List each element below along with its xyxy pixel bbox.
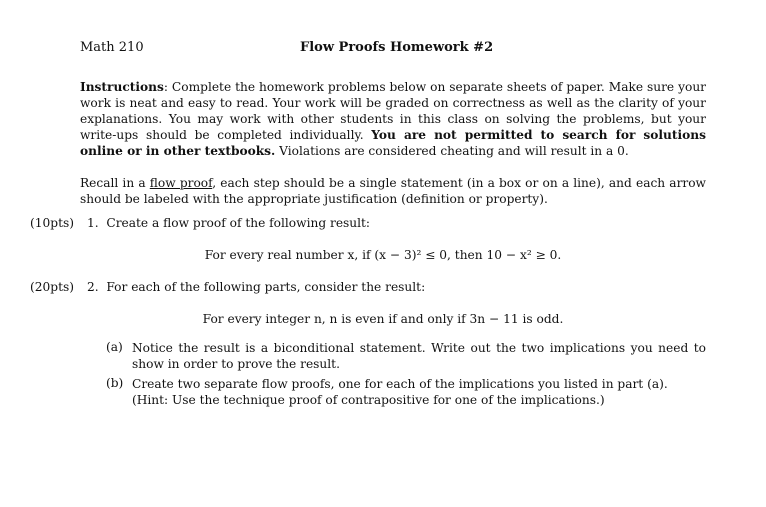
part-b-text: Create two separate flow proofs, one for each of the implications you listed in part (a). — [132, 377, 668, 391]
problem-1-number: 1. — [87, 216, 99, 230]
problem-1 — [87, 216, 370, 230]
instructions-warning: You are not permitted to search for solutions online or in other textbooks. — [80, 128, 706, 158]
instructions-paragraph — [80, 79, 706, 159]
recall-paragraph — [80, 175, 706, 207]
instructions-text: : Complete the homework problems below on separate sheets of paper. Make sure your work is neat and easy to read. Your work will be graded on correctness as well as the clarity of your explanations. You may work with other students in this class on solving the problems, but your write-ups should be completed individually. — [80, 80, 706, 142]
problem-1-points: (10pts) — [30, 216, 74, 230]
instructions-violation-text: Violations are considered cheating and will result in a 0. — [275, 144, 629, 158]
part-a-text: Notice the result is a biconditional statement. Write out the two implications you need to show in order to prove the result. — [132, 341, 706, 371]
instructions-label: Instructions — [80, 80, 164, 94]
problem-1-text: Create a flow proof of the following result: — [106, 216, 371, 230]
problem-2-points: (20pts) — [30, 280, 74, 294]
document-title: Flow Proofs Homework #2 — [300, 40, 494, 55]
problem-1-statement: For every real number x, if (x − 3)² ≤ 0, then 10 − x² ≥ 0. — [204, 248, 562, 262]
part-b-label: (b) — [106, 376, 124, 390]
course-name: Math 210 — [80, 40, 144, 55]
problem-2 — [87, 280, 425, 294]
recall-prefix: Recall in a — [80, 176, 150, 190]
problem-2-number: 2. — [87, 280, 99, 294]
flow-proof-term: flow proof — [149, 176, 213, 190]
part-b — [132, 376, 706, 408]
part-a-label: (a) — [106, 340, 123, 354]
recall-suffix: , each step should be a single statement (in a box or on a line), and each arrow should be labeled with the appropriate justification (definition or property). — [80, 176, 706, 206]
problem-2-statement: For every integer n, n is even if and only if 3n − 11 is odd. — [202, 312, 564, 326]
part-b-hint: (Hint: Use the technique proof of contrapositive for one of the implications.) — [132, 393, 605, 407]
problem-2-text: For each of the following parts, consider the result: — [106, 280, 426, 294]
